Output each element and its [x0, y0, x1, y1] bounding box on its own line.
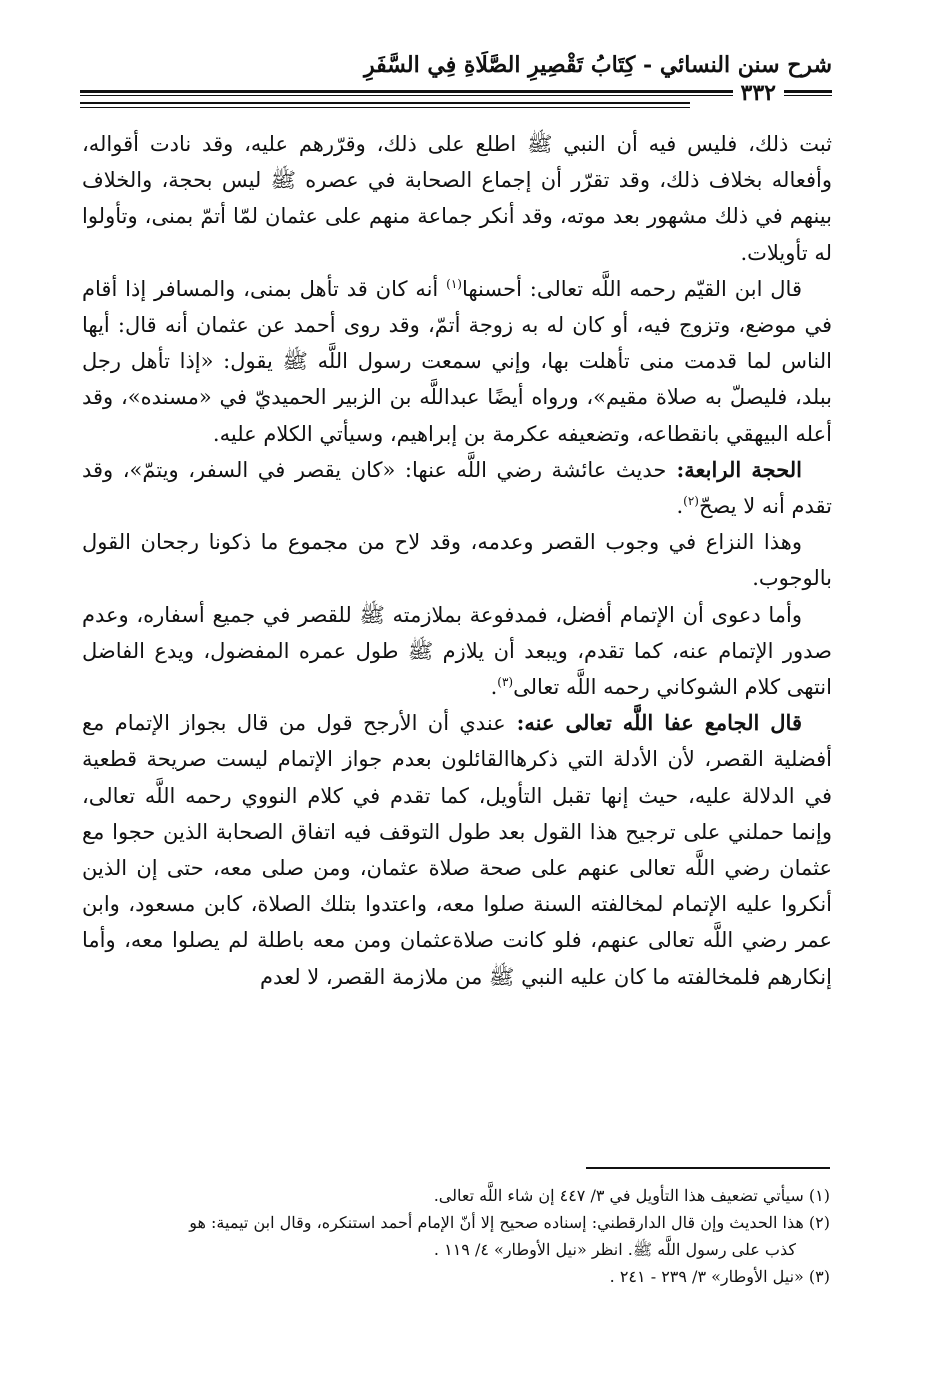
footnote-continuation: كذب على رسول اللَّه ﷺ. انظر «نيل الأوطار» ٤/ ١١٩ . [433, 1240, 796, 1259]
paragraph [82, 271, 832, 452]
footnote: (٣) «نيل الأوطار» ٣/ ٢٣٩ - ٢٤١ . [609, 1267, 830, 1286]
footnote-ref[interactable]: (٣) [497, 675, 514, 690]
main-text [82, 126, 832, 995]
footnote: (٢) هذا الحديث وإن قال الدارقطني: إسناده صحيح إلا أنّ الإمام أحمد استنكره، وقال ابن تيمية: هو [189, 1213, 830, 1232]
page-header [80, 52, 832, 112]
footnote-ref[interactable]: (١) [446, 276, 462, 291]
page-number: ٣٣٢ [733, 80, 784, 106]
paragraph-text: . [676, 494, 684, 519]
header-rule [80, 102, 690, 104]
paragraph-text: عندي أن الأرجح قول من قال بجواز الإتمام مع أفضلية القصر، لأن الأدلة التي ذكرهاالقائلون بعدم جواز الإتمام ليست صريحة قطعية في الدلالة عليه، حيث إنها تقبل التأويل، كما تقدم في كلام النووي رحمه اللَّه تعالى، وإنما حملني على ترجيح هذا القول بعد طول التوقف فيه اتفاق الصحابة الذين حجوا مع عثمان رضي اللَّه تعالى عنهم على صحة صلاة عثمان، ومن صلى معه، حتى إن الذين أنكروا عليه الإتمام لمخالفته السنة صلوا معه، واعتدوا بتلك الصلاة، كابن مسعود، وابن عمر رضي اللَّه تعالى عنهم، فلو كانت صلاةعثمان ومن معه باطلة لم يصلوا معه، وأما إنكارهم فلمخالفته ما كان عليه النبي ﷺ من ملازمة القصر، لا لعدم [82, 711, 832, 989]
header-rule [80, 107, 690, 108]
paragraph-text: وهذا النزاع في وجوب القصر وعدمه، وقد لاح من مجموع ما ذكونا رجحان القول بالوجوب. [82, 530, 832, 591]
footnote-ref[interactable]: (٢) [683, 494, 699, 509]
footnotes [82, 1182, 830, 1290]
section-heading: الحجة الرابعة: [666, 456, 802, 482]
paragraph-text: . [490, 675, 498, 700]
section-heading: قال الجامع عفا اللَّه تعالى عنه: [505, 710, 802, 736]
header-rule [80, 90, 832, 93]
paragraph-text: ثبت ذلك، فليس فيه أن النبي ﷺ اطلع على ذلك، وقرّرهم عليه، وقد نادت أقواله، وأفعاله بخلاف ذلك، وقد تقرّر أن إجماع الصحابة في عصره ﷺ ليس بحجة، والخلاف بينهم في ذلك مشهور بعد موته، وقد أنكر جماعة منهم على عثمان لمّا أتمّ بمنى، وتأولوا له تأويلات. [82, 132, 832, 265]
paragraph [82, 126, 832, 271]
footnote: (١) سيأتي تضعيف هذا التأويل في ٣/ ٤٤٧ إن شاء اللَّه تعالى. [433, 1186, 830, 1205]
paragraph-text: وأما دعوى أن الإتمام أفضل، فمدفوعة بملازمته ﷺ للقصر في جميع أسفاره، وعدم صدور الإتمام عنه، كما تقدم، ويبعد أن يلازم ﷺ طول عمره المفضول، ويدع الفاضل انتهى كلام الشوكاني رحمه اللَّه تعالى [82, 602, 832, 700]
paragraph [82, 452, 832, 524]
paragraph [82, 524, 832, 596]
paragraph [82, 705, 832, 995]
footnote-separator [586, 1167, 830, 1169]
paragraph [82, 597, 832, 706]
paragraph-text: قال ابن القيّم رحمه اللَّه تعالى: أحسنها [461, 276, 802, 301]
running-title: شرح سنن النسائي - كِتَابُ تَقْصِيرِ الصَّلَاةِ فِي السَّفَرِ [364, 52, 832, 78]
paragraph-text: حديث عائشة رضي اللَّه عنها: «كان يقصر في السفر، ويتمّ»، وقد تقدم أنه لا يصحّ [82, 457, 832, 519]
paragraph-text: أنه كان قد تأهل بمنى، والمسافر إذا أقام في موضع، وتزوج فيه، أو كان له به زوجة أتمّ، وقد روى أحمد عن عثمان أنه قال: أيها الناس لما قدمت منى تأهلت بها، وإني سمعت رسول اللَّه ﷺ يقول: «إذا تأهل رجل ببلد، فليصلّ به صلاة مقيم»، ورواه أيضًا عبداللَّه بن الزبير الحميديّ في «مسنده»، وقد أعله البيهقي بانقطاعه، وتضعيفه عكرمة بن إبراهيم، وسيأتي الكلام عليه. [82, 276, 832, 446]
header-rule [80, 95, 832, 96]
